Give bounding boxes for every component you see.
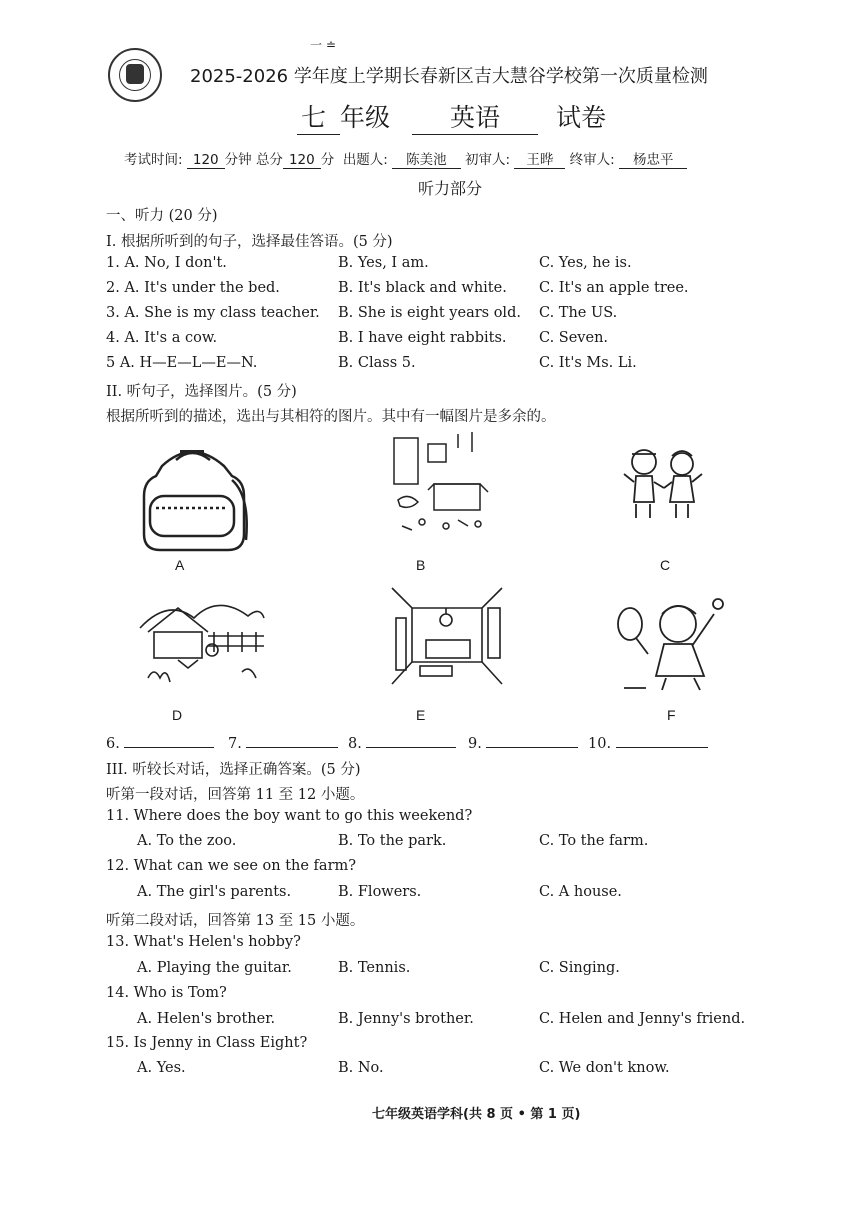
answer-blank-6[interactable]: 6. (106, 733, 214, 752)
q1-option-c: C. Yes, he is. (539, 255, 632, 271)
picture-label-f: F (667, 707, 676, 723)
q13-option-c: C. Singing. (539, 960, 620, 976)
page-footer: 七年级英语学科(共 8 页 • 第 1 页) (372, 1107, 581, 1122)
picture-label-a: A (175, 557, 185, 573)
q12-text: 12. What can we see on the farm? (106, 858, 357, 874)
subject: 英语 (412, 98, 538, 135)
q4-option-b: B. I have eight rabbits. (338, 330, 507, 346)
q14-option-a: A. Helen's brother. (137, 1011, 276, 1027)
backpack-picture (132, 436, 256, 554)
two-kids-picture (620, 444, 706, 522)
sub2-heading: II. 听句子，选择图片。(5 分) (106, 384, 297, 400)
picture-label-b: B (416, 557, 426, 573)
sub1-heading: I. 根据所听到的句子，选择最佳答语。(5 分) (106, 234, 393, 250)
answer-blank-8[interactable]: 8. (348, 733, 456, 752)
exam-title: 2025-2026 学年度上学期长春新区吉大慧谷学校第一次质量检测 (190, 66, 708, 87)
q1-option-b: B. Yes, I am. (338, 255, 429, 271)
farm-house-picture (138, 588, 266, 694)
q4-option-c: C. Seven. (539, 330, 609, 346)
q11-option-c: C. To the farm. (539, 833, 649, 849)
top-mark: 一 ≐ (310, 38, 336, 52)
q12-option-a: A. The girl's parents. (137, 884, 292, 900)
exam-meta: 考试时间: 120 分钟 总分 120 分 出题人: 陈美池 初审人: 王晔 终审人: 杨忠平 (124, 148, 687, 168)
q12-option-c: C. A house. (539, 884, 622, 900)
grade-number: 七 年级 (297, 98, 390, 135)
q5-option-c: C. It's Ms. Li. (539, 355, 637, 371)
section-title: 听力部分 (418, 179, 483, 198)
picture-label-c: C (660, 557, 671, 573)
picture-label-d: D (172, 707, 183, 723)
q14-option-b: B. Jenny's brother. (338, 1011, 474, 1027)
answer-blank-10[interactable]: 10. (588, 733, 708, 752)
q1-option-a: 1. A. No, I don't. (106, 255, 227, 271)
answer-blank-9[interactable]: 9. (468, 733, 578, 752)
q15-option-a: A. Yes. (137, 1060, 186, 1076)
q11-option-a: A. To the zoo. (137, 833, 237, 849)
q3-option-b: B. She is eight years old. (338, 305, 521, 321)
q2-option-b: B. It's black and white. (338, 280, 507, 296)
q13-text: 13. What's Helen's hobby? (106, 934, 301, 950)
messy-bedroom-picture (388, 430, 500, 536)
q3-option-a: 3. A. She is my class teacher. (106, 305, 320, 321)
q15-option-c: C. We don't know. (539, 1060, 670, 1076)
q2-option-c: C. It's an apple tree. (539, 280, 689, 296)
answer-blank-7[interactable]: 7. (228, 733, 338, 752)
q15-text: 15. Is Jenny in Class Eight? (106, 1035, 308, 1051)
sub2-description: 根据所听到的描述，选出与其相符的图片。其中有一幅图片是多余的。 (106, 409, 556, 425)
school-seal (108, 48, 162, 102)
q4-option-a: 4. A. It's a cow. (106, 330, 218, 346)
q11-option-b: B. To the park. (338, 833, 447, 849)
q13-option-a: A. Playing the guitar. (137, 960, 292, 976)
q5-option-b: B. Class 5. (338, 355, 416, 371)
q5-option-a: 5 A. H—E—L—E—N. (106, 355, 258, 371)
paper-label: 试卷 (556, 103, 607, 132)
q2-option-a: 2. A. It's under the bed. (106, 280, 280, 296)
tennis-girl-picture (616, 584, 728, 694)
q15-option-b: B. No. (338, 1060, 384, 1076)
picture-label-e: E (416, 707, 426, 723)
listening-heading: 一、听力 (20 分) (106, 208, 218, 224)
q11-text: 11. Where does the boy want to go this weekend? (106, 808, 473, 824)
q14-text: 14. Who is Tom? (106, 985, 227, 1001)
living-room-picture (390, 586, 504, 686)
q12-option-b: B. Flowers. (338, 884, 422, 900)
q13-option-b: B. Tennis. (338, 960, 411, 976)
dialog2-instruction: 听第二段对话，回答第 13 至 15 小题。 (106, 913, 365, 929)
q14-option-c: C. Helen and Jenny's friend. (539, 1011, 746, 1027)
dialog1-instruction: 听第一段对话，回答第 11 至 12 小题。 (106, 787, 365, 803)
sub3-heading: III. 听较长对话，选择正确答案。(5 分) (106, 762, 361, 778)
q3-option-c: C. The US. (539, 305, 618, 321)
